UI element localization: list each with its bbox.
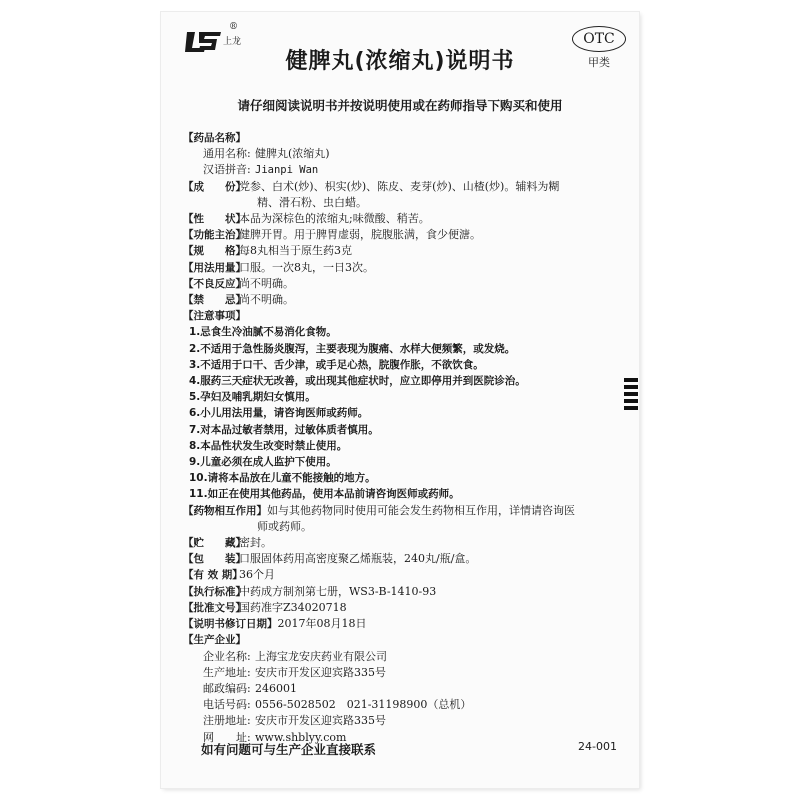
- precautions-label: 【注意事项】: [183, 310, 246, 323]
- manufacturer-row: 注册地址: 安庆市开发区迎宾路335号: [203, 714, 386, 728]
- manufacturer-label: 【生产企业】: [183, 634, 246, 647]
- field-revision-date: 【说明书修订日期】 2017年08月18日: [183, 617, 367, 631]
- logo-subtext: 上龙: [223, 37, 242, 47]
- field-dosage: 【用法用量】 口服。一次8丸，一日3次。: [183, 260, 374, 274]
- field-indications: 【功能主治】 健脾开胃。用于脾胃虚弱，脘腹胀满，食少便溏。: [183, 228, 481, 242]
- field-interactions-cont: 师或药师。: [257, 519, 312, 533]
- manufacturer-row: 邮政编码: 246001: [203, 681, 297, 695]
- page-title: 健脾丸(浓缩丸)说明书: [285, 49, 515, 74]
- field-ingredients: 【成 份】 党参、白术(炒)、枳实(炒)、陈皮、麦芽(炒)、山楂(炒)。辅料为糊: [183, 179, 560, 193]
- precaution-item: 4.服药三天症状无改善，或出现其他症状时，应立即停用并到医院诊治。: [189, 375, 526, 388]
- field-storage: 【贮 藏】 密封。: [183, 536, 272, 550]
- document-code: 24-001: [578, 740, 617, 753]
- pinyin-row: 汉语拼音: Jianpi Wan: [203, 163, 319, 177]
- usage-warning: 请仔细阅读说明书并按说明使用或在药师指导下购买和使用: [237, 98, 563, 113]
- drug-name-label: 【药品名称】: [183, 132, 246, 144]
- precaution-item: 11.如正在使用其他药品，使用本品前请咨询医师或药师。: [189, 488, 460, 501]
- leaflet-content: [183, 130, 623, 746]
- precaution-item: 5.孕妇及哺乳期妇女慎用。: [189, 391, 316, 404]
- field-approval-number: 【批准文号】 国药准字Z34020718: [183, 600, 347, 614]
- edge-marker-bars: [624, 378, 638, 418]
- field-packaging: 【包 装】 口服固体药用高密度聚乙烯瓶装，240丸/瓶/盒。: [183, 552, 477, 566]
- precaution-item: 6.小儿用法用量，请咨询医师或药师。: [189, 407, 369, 420]
- field-description: 【性 状】 本品为深棕色的浓缩丸;味微酸、稍苦。: [183, 212, 430, 226]
- field-ingredients-cont: 精、滑石粉、虫白蜡。: [257, 195, 367, 209]
- field-interactions: 【药物相互作用】 如与其他药物同时使用可能会发生药物相互作用，详情请咨询医: [183, 503, 575, 517]
- field-contraindications: 【禁 忌】 尚不明确。: [183, 293, 294, 307]
- field-standard: 【执行标准】 中药成方制剂第七册，WS3-B-1410-93: [183, 584, 437, 598]
- manufacturer-row: 生产地址: 安庆市开发区迎宾路335号: [203, 665, 386, 679]
- precaution-item: 1.忌食生冷油腻不易消化食物。: [189, 326, 337, 339]
- contact-note: 如有问题可与生产企业直接联系: [201, 742, 377, 757]
- manufacturer-row: 企业名称: 上海宝龙安庆药业有限公司: [203, 649, 387, 663]
- manufacturer-row: 网 址: www.shblyy.com: [203, 730, 347, 744]
- precaution-item: 3.不适用于口干、舌少津，或手足心热，脘腹作胀，不欲饮食。: [189, 358, 484, 371]
- precaution-item: 8.本品性状发生改变时禁止使用。: [189, 439, 348, 452]
- manufacturer-row: 电话号码: 0556-5028502 021-31198900（总机）: [203, 698, 472, 712]
- registered-mark: ®: [229, 22, 238, 32]
- field-specification: 【规 格】 每8丸相当于原生药3克: [183, 244, 352, 258]
- field-shelf-life: 【有 效 期】 36个月: [183, 568, 275, 582]
- precaution-item: 10.请将本品放在儿童不能接触的地方。: [189, 472, 376, 485]
- precaution-item: 2.不适用于急性肠炎腹泻，主要表现为腹痛、水样大便频繁，或发烧。: [189, 342, 516, 355]
- common-name-row: 通用名称: 健脾丸(浓缩丸): [203, 147, 330, 161]
- otc-badge: OTC: [572, 26, 626, 52]
- precaution-item: 9.儿童必须在成人监护下使用。: [189, 456, 337, 469]
- precaution-item: 7.对本品过敏者禁用，过敏体质者慎用。: [189, 423, 379, 436]
- otc-class: 甲类: [588, 56, 610, 69]
- field-adverse-reactions: 【不良反应】 尚不明确。: [183, 276, 294, 290]
